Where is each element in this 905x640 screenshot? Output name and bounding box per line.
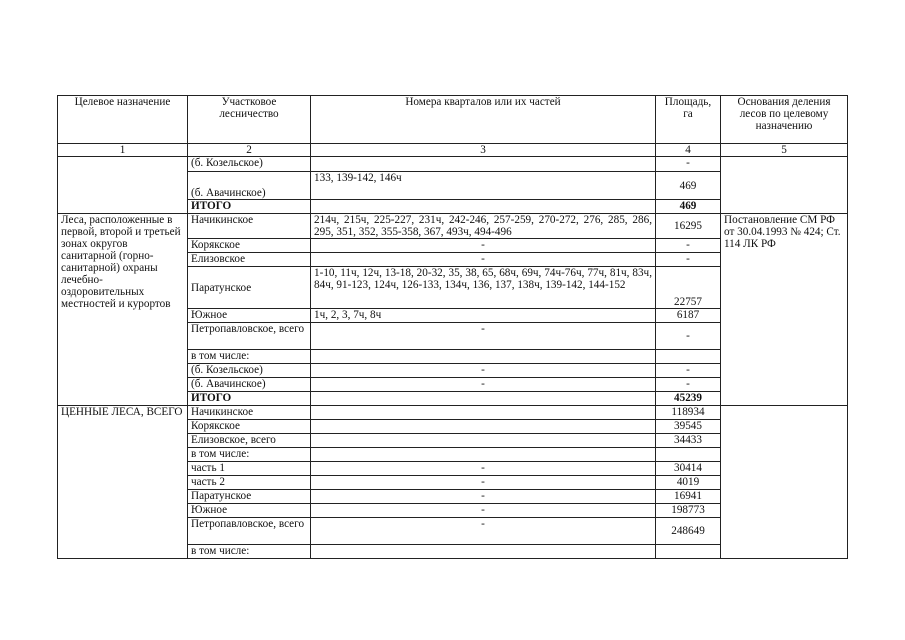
- basis-cell-empty: [721, 157, 848, 214]
- quarters-cell: [311, 406, 656, 420]
- area-cell: [656, 545, 721, 559]
- quarters-cell: 1-10, 11ч, 12ч, 13-18, 20-32, 35, 38, 65, 68ч, 69ч, 74ч-76ч, 77ч, 81ч, 83ч, 84ч, 91-123, 124ч, 126-133, 134ч, 136, 137, 138ч, 139-142, 144-152: [311, 267, 656, 309]
- column-number: 4: [656, 144, 721, 157]
- quarters-cell: -: [311, 476, 656, 490]
- area-cell: 34433: [656, 434, 721, 448]
- header-area: Площадь, га: [656, 96, 721, 144]
- basis-cell: Постановление СМ РФ от 30.04.1993 № 424; Ст. 114 ЛК РФ: [721, 214, 848, 406]
- forestry-name: (б. Козельское): [188, 157, 311, 172]
- area-cell: 16295: [656, 214, 721, 239]
- quarters-cell: -: [311, 504, 656, 518]
- quarters-cell: 214ч, 215ч, 225-227, 231ч, 242-246, 257-259, 270-272, 276, 285, 286, 295, 351, 352, 355-358, 367, 493ч, 494-496: [311, 214, 656, 239]
- quarters-cell: [311, 420, 656, 434]
- forestry-name: (б. Авачинское): [188, 172, 311, 200]
- forestry-name: в том числе:: [188, 350, 311, 364]
- forestry-name: (б. Козельское): [188, 364, 311, 378]
- column-number: 3: [311, 144, 656, 157]
- area-cell: -: [656, 323, 721, 350]
- forestry-name: Корякское: [188, 239, 311, 253]
- area-cell: -: [656, 253, 721, 267]
- column-number: 5: [721, 144, 848, 157]
- purpose-cell: ЦЕННЫЕ ЛЕСА, ВСЕГО: [58, 406, 188, 559]
- forestry-name: Елизовское: [188, 253, 311, 267]
- area-cell: 4019: [656, 476, 721, 490]
- basis-cell-empty: [721, 406, 848, 559]
- area-cell: -: [656, 378, 721, 392]
- forestry-name: Паратунское: [188, 490, 311, 504]
- quarters-cell: -: [311, 490, 656, 504]
- forest-purpose-table: [57, 95, 848, 559]
- forestry-name: Паратунское: [188, 267, 311, 309]
- purpose-cell: Леса, расположенные в первой, второй и третьей зонах округов санитарной (горно-санитарной) охраны лечебно-оздоровительных местностей и курортов: [58, 214, 188, 406]
- forestry-name: Петропавловское, всего: [188, 518, 311, 545]
- column-number: 1: [58, 144, 188, 157]
- quarters-cell: -: [311, 253, 656, 267]
- quarters-cell: -: [311, 364, 656, 378]
- table-row: [58, 406, 848, 420]
- header-purpose: Целевое назначение: [58, 96, 188, 144]
- total-label: ИТОГО: [188, 392, 311, 406]
- area-cell: -: [656, 239, 721, 253]
- area-cell: 16941: [656, 490, 721, 504]
- quarters-cell: [311, 434, 656, 448]
- area-cell: 22757: [656, 267, 721, 309]
- area-cell: 469: [656, 172, 721, 200]
- area-cell: [656, 350, 721, 364]
- forestry-name: Петропавловское, всего: [188, 323, 311, 350]
- purpose-cell-empty: [58, 157, 188, 214]
- header-quarters: Номера кварталов или их частей: [311, 96, 656, 144]
- quarters-cell: -: [311, 462, 656, 476]
- area-cell: -: [656, 364, 721, 378]
- column-number-row: [58, 144, 848, 157]
- forestry-name: Начикинское: [188, 406, 311, 420]
- quarters-cell: -: [311, 518, 656, 545]
- total-label: ИТОГО: [188, 200, 311, 214]
- quarters-cell: -: [311, 323, 656, 350]
- quarters-cell: [311, 157, 656, 172]
- forestry-name: часть 2: [188, 476, 311, 490]
- forestry-name: Южное: [188, 309, 311, 323]
- quarters-cell: -: [311, 378, 656, 392]
- area-cell: 39545: [656, 420, 721, 434]
- area-cell: 118934: [656, 406, 721, 420]
- forestry-name: (б. Авачинское): [188, 378, 311, 392]
- quarters-cell: 133, 139-142, 146ч: [311, 172, 656, 200]
- forestry-name: Начикинское: [188, 214, 311, 239]
- forestry-name: часть 1: [188, 462, 311, 476]
- forestry-name: в том числе:: [188, 545, 311, 559]
- area-cell: 30414: [656, 462, 721, 476]
- quarters-cell: [311, 545, 656, 559]
- area-cell: 6187: [656, 309, 721, 323]
- forestry-name: в том числе:: [188, 448, 311, 462]
- total-area: 45239: [656, 392, 721, 406]
- area-cell: -: [656, 157, 721, 172]
- forestry-name: Корякское: [188, 420, 311, 434]
- header-forestry: Участковое лесничество: [188, 96, 311, 144]
- quarters-cell: [311, 200, 656, 214]
- quarters-cell: [311, 448, 656, 462]
- quarters-cell: [311, 392, 656, 406]
- quarters-cell: [311, 350, 656, 364]
- forestry-name: Елизовское, всего: [188, 434, 311, 448]
- quarters-cell: -: [311, 239, 656, 253]
- forestry-name: Южное: [188, 504, 311, 518]
- quarters-cell: 1ч, 2, 3, 7ч, 8ч: [311, 309, 656, 323]
- header-row: [58, 96, 848, 144]
- area-cell: 198773: [656, 504, 721, 518]
- table-row: [58, 214, 848, 239]
- total-area: 469: [656, 200, 721, 214]
- area-cell: 248649: [656, 518, 721, 545]
- header-basis: Основания деления лесов по целевому назначению: [721, 96, 848, 144]
- area-cell: [656, 448, 721, 462]
- column-number: 2: [188, 144, 311, 157]
- table-row: [58, 157, 848, 172]
